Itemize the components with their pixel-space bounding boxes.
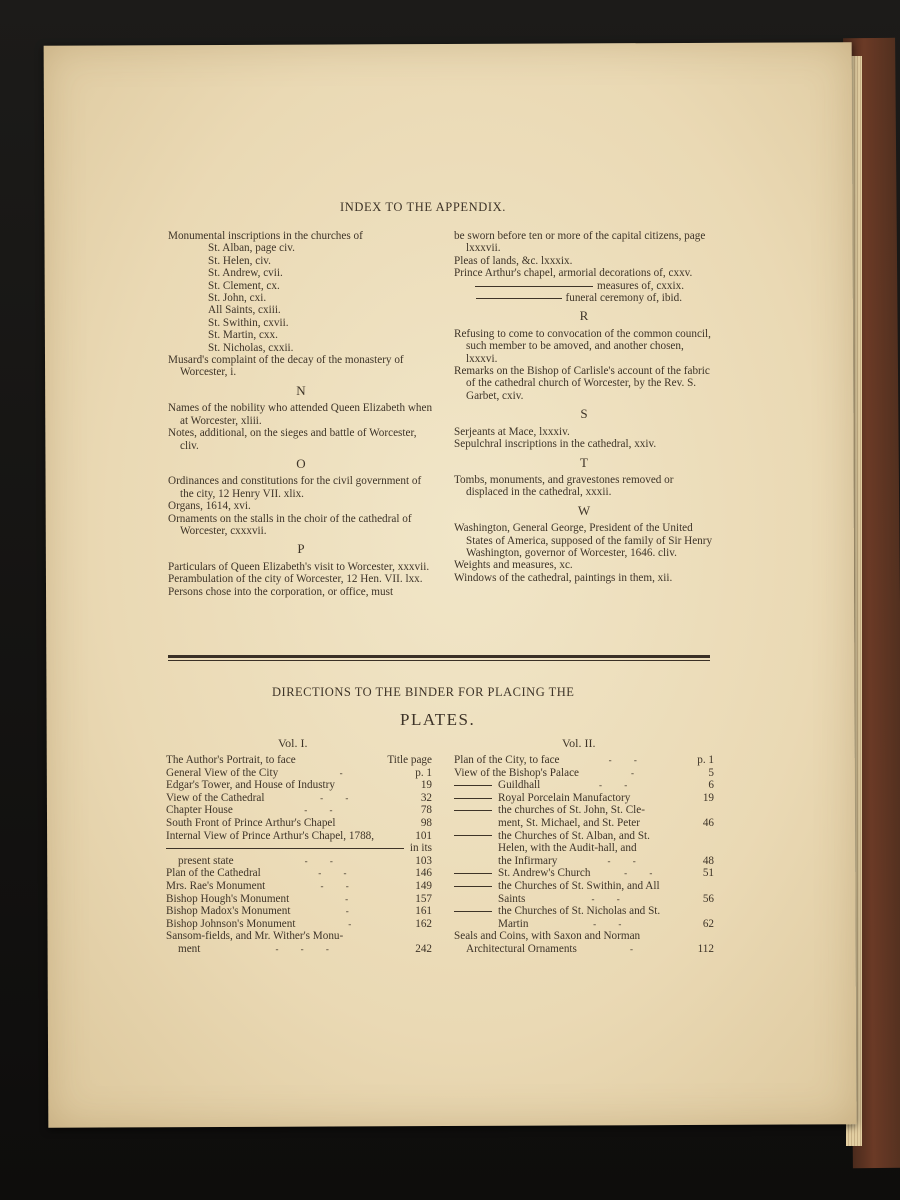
plate-entry [454,830,714,843]
index-title: INDEX TO THE APPENDIX. [340,200,506,214]
plate-page-number: p. 1 [415,766,432,779]
index-subentry: St. Swithin, cxvii. [208,316,289,329]
index-letter-heading: R [579,308,589,324]
plate-page-number: 112 [697,942,714,955]
plate-entry [166,842,432,855]
leader-dashes: - - [304,805,343,816]
index-letter-heading: N [296,382,306,398]
leader-dashes: - [339,767,353,778]
ditto-rule [166,848,404,849]
plate-title: Helen, with the Audit-hall, and [498,842,637,855]
index-subentry: St. Clement, cx. [208,279,280,292]
plate-title: Guildhall [498,779,541,792]
index-entry: Weights and measures, xc. [454,559,573,572]
plate-entry [454,893,714,906]
plate-title: Plan of the City, to face [454,754,560,766]
ditto-rule [454,798,492,799]
plate-page-number: 5 [708,766,714,779]
plate-page-number: Title page [387,754,432,766]
ditto-rule [454,835,492,836]
leader-dashes: - - [593,918,632,929]
plate-entry [166,804,432,817]
plate-page-number: 149 [415,879,432,892]
leader-dashes: - [631,767,644,778]
plate-entry [454,855,714,868]
index-entry: Tombs, monuments, and gravestones removed or displaced in the cathedral, xxxii. [454,473,674,499]
index-entry: Notes, additional, on the sieges and battle of Worcester, cliv. [168,427,417,452]
plate-entry [166,867,432,880]
plate-page-number: 157 [415,892,432,905]
leader-dashes: - - [607,855,646,866]
plate-title: present state [178,854,234,867]
plate-page-number: 48 [702,854,714,867]
plate-entry [166,880,432,893]
plate-title: Chapter House [166,804,233,817]
plates-title: PLATES. [400,710,476,729]
plate-entry [454,804,714,817]
plate-page-number: 146 [415,867,432,880]
plate-title: Mrs. Rae's Monument [166,879,266,892]
plate-entry [454,767,714,780]
plate-page-number: 32 [420,791,432,804]
plate-title: Martin [498,917,529,930]
ditto-rule [476,298,562,299]
index-entry: Organs, 1614, xvi. [168,500,251,513]
plate-page-number: 101 [415,829,432,842]
index-letter-heading: O [296,455,306,471]
index-subentry: St. John, cxi. [208,292,267,305]
plate-entry [166,855,432,868]
vol2-heading: Vol. II. [562,736,596,750]
plate-page-number: 56 [702,892,714,905]
plate-entry [454,918,714,931]
plate-entry [454,754,714,767]
plate-entry [166,767,432,780]
index-entry: be sworn before ten or more of the capital citizens, page lxxxvii. [454,230,706,255]
plate-entry [454,943,714,956]
leader-dashes: - [348,918,362,929]
plate-title: The Author's Portrait, to face [166,754,296,766]
plate-entry [454,880,714,893]
ditto-rule [454,911,492,912]
index-entry-text: funeral ceremony of, ibid. [565,292,682,305]
index-subentry: St. Nicholas, cxxii. [208,341,294,354]
index-entry: Remarks on the Bishop of Carlisle's account of the fabric of the cathedral church of Worcester, by the Rev. S. Garbet, cxiv. [454,365,710,402]
plate-entry [454,842,714,855]
leader-dashes: - - [599,780,638,791]
section-rule [168,655,710,658]
plate-entry [454,930,714,943]
plate-entry [166,905,432,918]
index-right-column [454,230,714,584]
plate-entry [166,830,432,843]
plate-entry [166,930,432,943]
plate-title: Plan of the Cathedral [166,867,261,880]
plate-title: Architectural Ornaments [466,942,577,955]
plate-title: the churches of St. John, St. Cle- [498,804,645,817]
index-entry: Musard's complaint of the decay of the monastery of Worcester, i. [168,354,404,379]
index-subentry: St. Martin, cxx. [208,329,278,342]
plate-title: Edgar's Tower, and House of Industry [166,779,335,792]
leader-dashes: - [345,893,359,904]
plate-entry [166,817,432,830]
plate-page-number: 51 [702,867,714,880]
index-entry: Refusing to come to convocation of the common council, such member to be amoved, and another chosen, lxxxvi. [454,327,711,365]
plate-title: Bishop Hough's Monument [166,892,290,905]
plate-page-number: 161 [415,905,432,918]
plate-page-number: 242 [415,942,432,955]
plate-page-number: 103 [415,854,432,867]
plate-title: ment, St. Michael, and St. Peter [498,816,640,829]
leader-dashes: - - [304,855,343,866]
leader-dashes: - [345,906,359,917]
index-subentry: All Saints, cxiii. [208,304,281,317]
plate-entry [166,918,432,931]
ditto-rule [454,785,492,786]
plate-title: Internal View of Prince Arthur's Chapel, 1788, [166,829,375,842]
index-entry: Prince Arthur's chapel, armorial decorations of, cxxv. [454,267,693,280]
index-entry: Persons chose into the corporation, or office, must [168,585,394,598]
leader-dashes: - - [320,792,359,803]
index-entry: Particulars of Queen Elizabeth's visit to Worcester, xxxvii. [168,560,430,573]
ditto-rule [454,810,492,811]
index-entry: Windows of the cathedral, paintings in them, xii. [454,571,673,584]
index-letter-heading: W [577,502,591,518]
index-left-column [168,230,434,598]
leader-dashes: - - [318,868,357,879]
plate-entry [166,943,432,956]
plate-title: Bishop Madox's Monument [166,905,291,918]
index-entry [454,280,714,292]
plate-title: the Churches of St. Alban, and St. [498,829,650,842]
plate-entry [454,779,714,792]
binder-title: DIRECTIONS TO THE BINDER FOR PLACING THE [272,685,575,699]
plate-title: South Front of Prince Arthur's Chapel [166,816,336,829]
index-subentry: St. Andrew, cvii. [208,267,283,280]
section-rule-thin [168,660,710,661]
plate-page-number: 162 [415,917,432,930]
plate-entry [166,754,432,767]
ditto-rule [454,886,492,887]
plate-title: View of the Cathedral [166,791,265,804]
index-entry: Washington, General George, President of the United States of America, supposed of the family of Sir Henry Washington, governor of Worcester, 1646. cliv. [454,522,713,559]
plate-entry [166,779,432,792]
plate-page-number: 78 [420,804,432,817]
plate-title: View of the Bishop's Palace [454,766,580,779]
index-entry: Serjeants at Mace, lxxxiv. [454,425,570,438]
plate-title: Saints [498,892,526,905]
index-entry: Names of the nobility who attended Queen Elizabeth when at Worcester, xliii. [168,402,433,427]
plate-page-number: p. 1 [697,754,714,766]
index-entry: Monumental inscriptions in the churches of [168,230,363,242]
plate-entry [166,893,432,906]
leader-dashes: - - [608,755,647,765]
plate-title: ment [178,942,201,955]
vol1-heading: Vol. I. [278,736,308,750]
index-letter-heading: T [580,454,588,470]
plate-entry [454,792,714,805]
plate-page-number: 19 [702,791,714,804]
plate-title: the Churches of St. Nicholas and St. [498,905,661,918]
index-entry: Perambulation of the city of Worcester, 12 Hen. VII. lxx. [168,573,423,586]
plate-entry [166,792,432,805]
plate-title: the Churches of St. Swithin, and All [498,879,660,892]
plate-title: Royal Porcelain Manufactory [498,791,631,804]
plate-page-number: 62 [702,917,714,930]
vol2-plate-list [454,754,714,956]
index-letter-heading: P [297,541,305,557]
index-subentry: St. Helen, civ. [208,254,271,267]
plate-title: the Infirmary [498,854,558,867]
index-letter-heading: S [580,406,588,422]
index-entry: Pleas of lands, &c. lxxxix. [454,254,573,267]
leader-dashes: - - [320,880,359,891]
index-subentry: St. Alban, page civ. [208,242,295,255]
plate-page-number: in its [409,842,432,855]
leader-dashes: - - [624,868,663,879]
index-entry: Sepulchral inscriptions in the cathedral, xxiv. [454,438,657,451]
leader-dashes: - - - [275,943,339,954]
plate-entry [454,905,714,918]
index-entry: Ordinances and constitutions for the civil government of the city, 12 Henry VII. xlix. [168,475,422,500]
leader-dashes: - - [591,893,630,904]
plate-page-number: 19 [420,779,432,792]
plate-title: Sansom-fields, and Mr. Wither's Monu- [166,930,344,943]
leader-dashes: - [629,943,643,954]
index-entry [454,292,714,304]
plate-title: Bishop Johnson's Monument [166,917,296,930]
plate-page-number: 98 [420,816,432,829]
index-entry-text: measures of, cxxix. [597,279,684,292]
plate-entry [454,867,714,880]
plate-title: Seals and Coins, with Saxon and Norman [454,930,641,943]
plate-page-number: 6 [708,779,714,792]
plate-title: St. Andrew's Church [498,867,591,880]
plate-page-number: 46 [702,816,714,829]
plate-title: General View of the City [166,766,279,779]
vol1-plate-list [166,754,432,956]
ditto-rule [454,873,492,874]
index-entry: Ornaments on the stalls in the choir of the cathedral of Worcester, cxxxvii. [168,512,412,537]
plate-entry [454,817,714,830]
ditto-rule [475,286,593,287]
